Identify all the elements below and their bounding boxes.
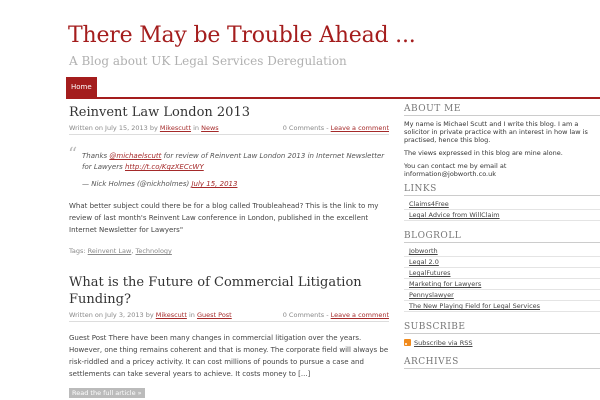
nav-home-tab[interactable]: Home — [66, 77, 97, 97]
leave-comment-link[interactable]: Leave a comment — [330, 311, 389, 319]
list-item — [404, 290, 600, 301]
post-date-text: Written on July 15, 2013 by — [69, 124, 158, 132]
blogroll-item[interactable]: LegalFutures — [409, 269, 451, 277]
tag-separator: , — [131, 247, 134, 255]
rss-icon — [404, 339, 411, 346]
meta-in-text: in — [188, 311, 195, 319]
author-link[interactable]: Mikescutt — [155, 311, 187, 319]
sidebar — [404, 104, 600, 369]
list-item — [404, 257, 600, 268]
post-title[interactable]: Reinvent Law London 2013 — [69, 105, 250, 120]
meta-separator: - — [324, 124, 331, 132]
post-body: Guest Post There have been many changes in commercial litigation over the years. However, one thing remains coherent and that is money. The corporate field will always be risk-riddled and a pricey activity. It can cost millions of pounds to pursue a case and settlements can take several years to achieve. It costs money to [...] — [69, 334, 389, 378]
nav-bar — [66, 77, 600, 99]
main-content — [69, 104, 389, 399]
post-meta — [69, 123, 389, 135]
list-item — [404, 199, 600, 210]
read-more-button[interactable]: Read the full article » — [69, 388, 145, 398]
subscribe-row — [404, 339, 600, 347]
blogroll-item[interactable]: The New Playing Field for Legal Services — [409, 302, 541, 310]
comments-link[interactable]: 0 Comments — [282, 124, 325, 132]
site-title[interactable]: There May be Trouble Ahead ... — [68, 23, 416, 48]
blogroll-item[interactable]: Legal 2.0 — [409, 258, 439, 266]
about-title: ABOUT ME — [404, 104, 600, 116]
about-paragraph: The views expressed in this blog are mine alone. — [404, 149, 563, 157]
quote-text: for review of Reinvent Law London 2013 in Internet Newsletter for Lawyers — [82, 152, 385, 171]
post-date-text: Written on July 3, 2013 by — [69, 311, 154, 319]
site-tagline: A Blog about UK Legal Services Deregulation — [69, 54, 347, 68]
links-item[interactable]: Legal Advice from WillClaim — [409, 211, 500, 219]
blogroll-title: BLOGROLL — [404, 231, 600, 243]
blogroll-item[interactable]: Marketing for Lawyers — [409, 280, 482, 288]
blogroll-list — [404, 246, 600, 312]
post — [69, 104, 389, 256]
list-item — [404, 246, 600, 257]
quote-handle-link[interactable]: @michaelscutt — [109, 152, 162, 160]
leave-comment-link[interactable]: Leave a comment — [330, 124, 389, 132]
meta-in-text: in — [193, 124, 200, 132]
quote-attribution — [82, 179, 389, 190]
tag-link[interactable]: Reinvent Law — [87, 247, 132, 255]
category-link[interactable]: News — [201, 124, 219, 132]
tag-link[interactable]: Technology — [135, 247, 172, 255]
blogroll-item[interactable]: Jobworth — [409, 247, 438, 255]
list-item — [404, 210, 600, 221]
links-item[interactable]: Claims4Free — [409, 200, 449, 208]
post-meta — [69, 310, 389, 322]
quote-mark-icon: “ — [68, 144, 78, 165]
list-item — [404, 268, 600, 279]
quote-author: — Nick Holmes (@nickholmes) — [82, 180, 190, 188]
quote-pre: Thanks — [82, 152, 108, 160]
list-item — [404, 301, 600, 312]
post-body: What better subject could there be for a blog called Troubleahead? This is the link to my review of last month's Reinvent Law conference in London, published in the excellent Internet Newsletter for Lawyers" — [69, 202, 379, 234]
post-tags — [69, 246, 389, 256]
quote-date-link[interactable]: July 15, 2013 — [191, 180, 238, 188]
about-text — [404, 120, 600, 178]
comments-link[interactable]: 0 Comments — [282, 311, 325, 319]
meta-separator: - — [324, 311, 331, 319]
quote-url-link[interactable]: http://t.co/KqzXECcWY — [124, 163, 204, 171]
about-paragraph: My name is Michael Scutt and I write this blog. I am a solicitor in private practice with an interest in how law is practised, hence this blog. — [404, 120, 588, 144]
list-item — [404, 279, 600, 290]
archives-title: ARCHIVES — [404, 357, 600, 369]
post — [69, 274, 389, 399]
about-paragraph: You can contact me by email at information@jobworth.co.uk — [404, 162, 507, 178]
links-list — [404, 199, 600, 221]
tweet-quote — [68, 144, 389, 190]
tags-label: Tags: — [69, 247, 86, 255]
author-link[interactable]: Mikescutt — [159, 124, 192, 132]
category-link[interactable]: Guest Post — [196, 311, 232, 319]
subscribe-title: SUBSCRIBE — [404, 322, 600, 334]
post-title[interactable]: What is the Future of Commercial Litigation Funding? — [69, 275, 362, 307]
subscribe-rss-link[interactable]: Subscribe via RSS — [414, 339, 473, 347]
links-title: LINKS — [404, 184, 600, 196]
blogroll-item[interactable]: Pennyslawyer — [409, 291, 454, 299]
